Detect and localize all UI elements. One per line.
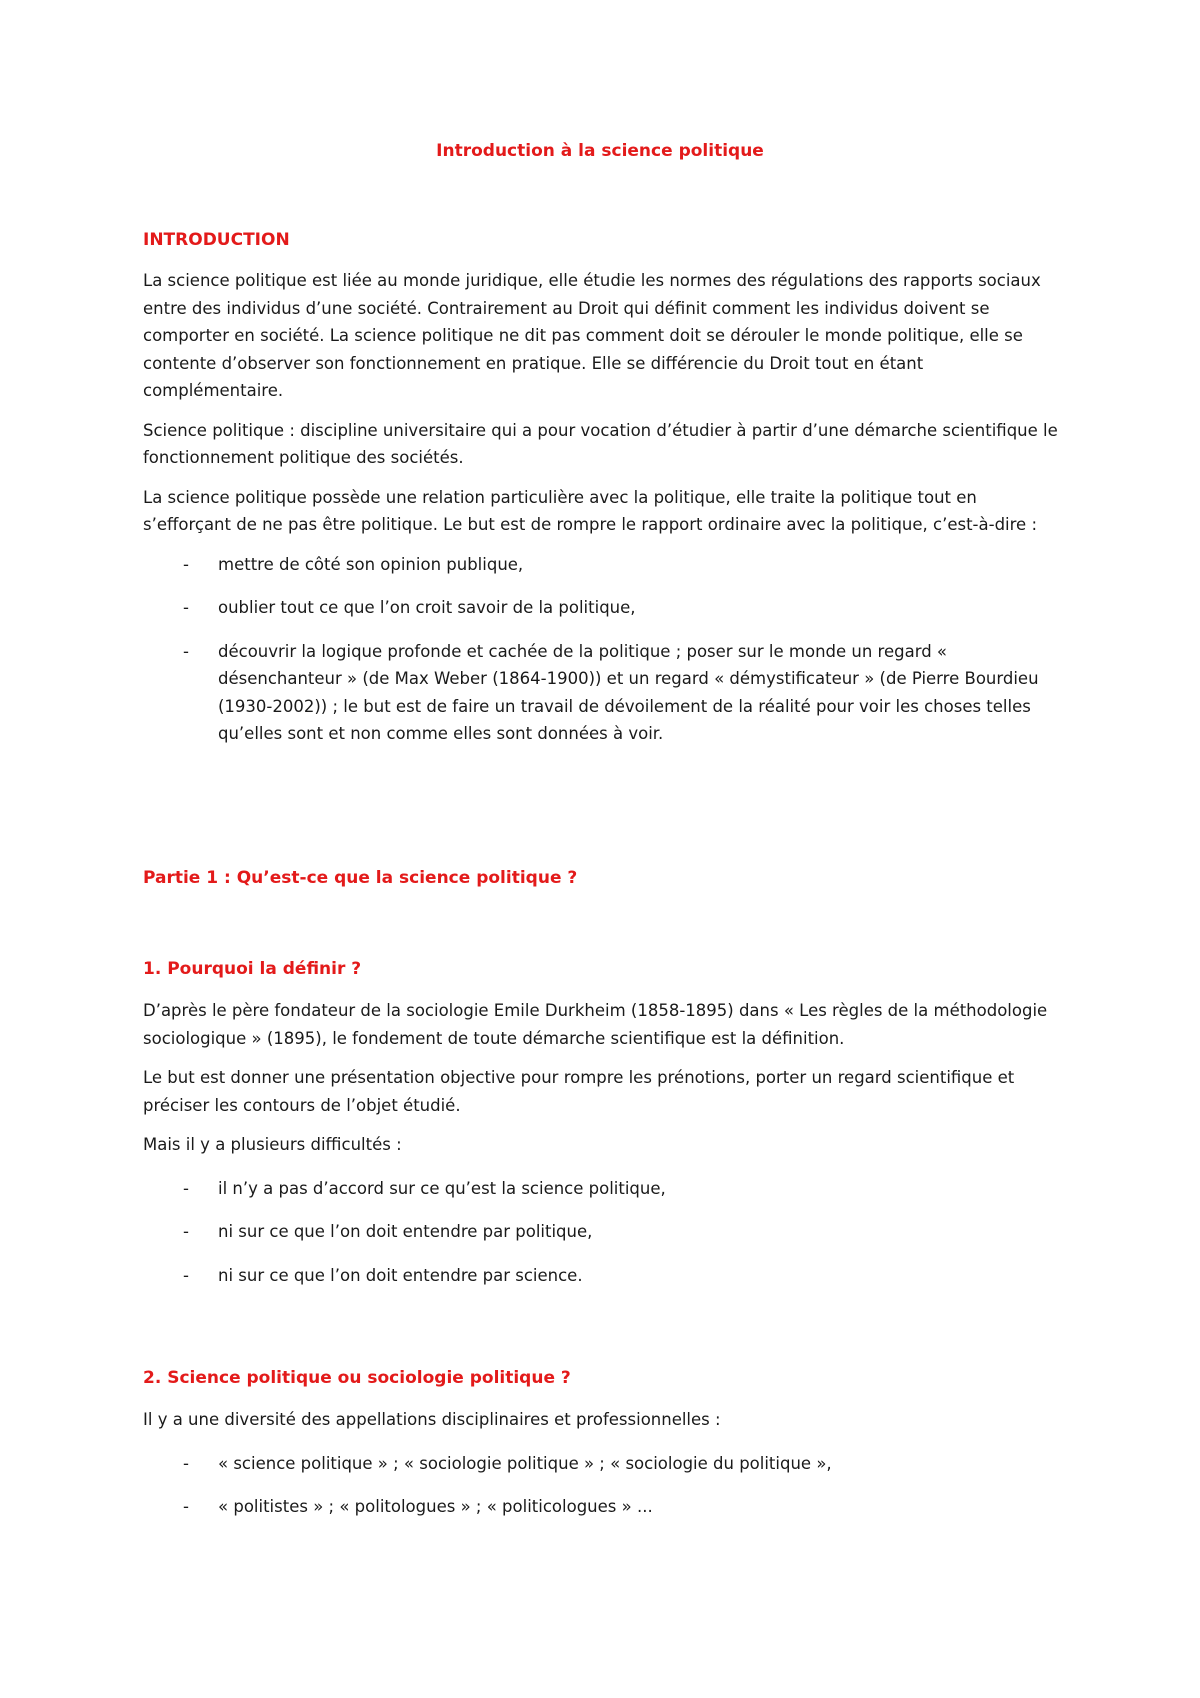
list-item-text: ni sur ce que l’on doit entendre par science. (218, 1265, 583, 1285)
paragraph: Mais il y a plusieurs difficultés : (143, 1135, 402, 1154)
paragraph: La science politique est liée au monde juridique, elle étudie les normes des régulations des rapports sociaux entre des individus d’une société. Contrairement au Droit qui définit comment les individus doivent se comporter en société. La science politique ne dit pas comment doit se dérouler le monde politique, elle se contente d’observer son fonctionnement en pratique. Elle se différencie du Droit tout en étant complémentaire. (143, 271, 1041, 400)
part1-heading: Partie 1 : Qu’est-ce que la science politique ? (143, 868, 578, 888)
list-item (143, 1493, 1068, 1521)
intro-list (143, 551, 1068, 748)
dash-marker: - (183, 598, 189, 617)
list-item (143, 594, 1068, 622)
list-item-text: il n’y a pas d’accord sur ce qu’est la science politique, (218, 1178, 666, 1198)
list-item (143, 638, 1068, 748)
list-item (143, 551, 1068, 579)
section2-heading: 2. Science politique ou sociologie politique ? (143, 1368, 571, 1388)
introduction-section (143, 226, 1068, 748)
section2 (143, 1364, 1068, 1521)
section1 (143, 955, 1068, 1289)
introduction-heading: INTRODUCTION (143, 230, 290, 250)
list-item (143, 1175, 1068, 1203)
paragraph: D’après le père fondateur de la sociologie Emile Durkheim (1858-1895) dans « Les règles de la méthodologie sociologique » (1895), le fondement de toute démarche scientifique est la définition. (143, 1001, 1048, 1048)
dash-marker: - (183, 641, 189, 661)
paragraph: Il y a une diversité des appellations disciplinaires et professionnelles : (143, 1410, 721, 1429)
section1-heading: 1. Pourquoi la définir ? (143, 959, 362, 979)
list-item (143, 1262, 1068, 1290)
section1-list (143, 1175, 1068, 1290)
dash-marker: - (183, 1453, 189, 1473)
part1-section (143, 864, 1068, 892)
list-item-text: découvrir la logique profonde et cachée de la politique ; poser sur le monde un regard « désenchanteur » (de Max Weber (1864-1900)) et un regard « démystificateur » (de Pierre Bourdieu (1930-2002)) ; le but est de faire un travail de dévoilement de la réalité pour voir les choses telles qu’elles sont et non comme elles sont données à voir. (218, 641, 1039, 743)
dash-marker: - (183, 1222, 189, 1241)
dash-marker: - (183, 554, 189, 574)
list-item-text: « politistes » ; « politologues » ; « politicologues » ... (218, 1497, 653, 1516)
dash-marker: - (183, 1178, 189, 1198)
document-title: Introduction à la science politique (436, 141, 764, 161)
paragraph: Le but est donner une présentation objective pour rompre les prénotions, porter un regard scientifique et préciser les contours de l’objet étudié. (143, 1068, 1015, 1115)
list-item-text: oublier tout ce que l’on croit savoir de la politique, (218, 598, 636, 617)
section2-list (143, 1450, 1068, 1521)
paragraph: La science politique possède une relation particulière avec la politique, elle traite la politique tout en s’efforçant de ne pas être politique. Le but est de rompre le rapport ordinaire avec la politique, c’est-à-dire : (143, 487, 1038, 534)
list-item-text: mettre de côté son opinion publique, (218, 554, 524, 574)
list-item-text: ni sur ce que l’on doit entendre par politique, (218, 1222, 593, 1241)
list-item-text: « science politique » ; « sociologie politique » ; « sociologie du politique », (218, 1453, 832, 1473)
list-item (143, 1218, 1068, 1246)
dash-marker: - (183, 1497, 189, 1516)
list-item (143, 1450, 1068, 1478)
paragraph: Science politique : discipline universitaire qui a pour vocation d’étudier à partir d’une démarche scientifique le fonctionnement politique des sociétés. (143, 420, 1058, 467)
dash-marker: - (183, 1265, 189, 1285)
